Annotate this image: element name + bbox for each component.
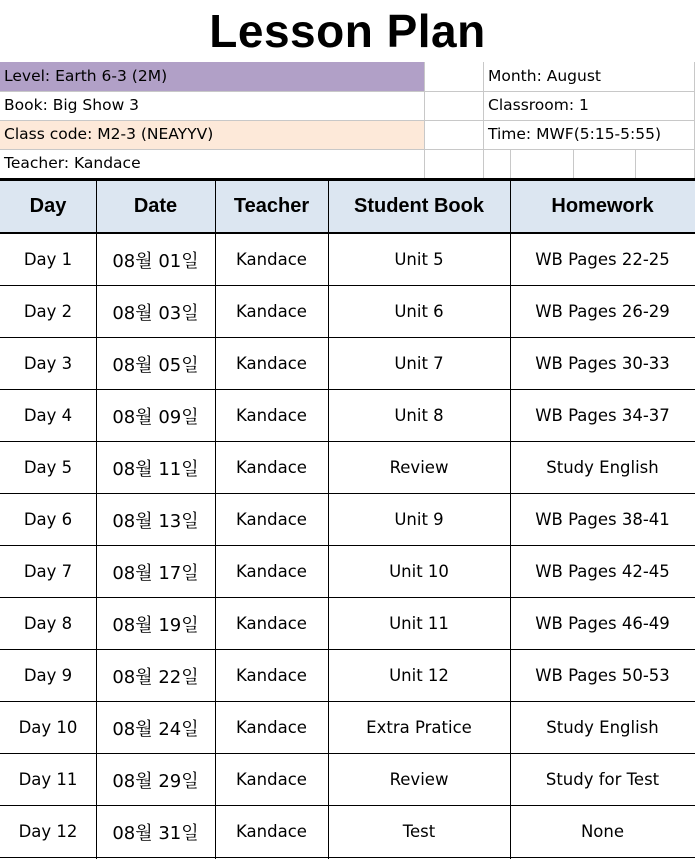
column-divider bbox=[510, 178, 511, 859]
page-title: Lesson Plan bbox=[209, 5, 486, 57]
date-cell[interactable]: 08월 19일 bbox=[112, 614, 199, 636]
row-divider bbox=[0, 120, 695, 121]
lesson-table bbox=[0, 178, 695, 859]
table-row bbox=[0, 546, 695, 598]
table-row bbox=[0, 754, 695, 806]
day-cell[interactable]: Day 3 bbox=[23, 354, 73, 373]
day-cell[interactable]: Day 5 bbox=[23, 458, 73, 477]
info-row-teacher bbox=[0, 149, 695, 178]
day-cell[interactable]: Day 9 bbox=[23, 666, 73, 685]
homework-cell[interactable]: WB Pages 30-33 bbox=[535, 354, 670, 373]
month-cell[interactable]: Month: August bbox=[484, 62, 695, 91]
student-book-cell[interactable]: Unit 5 bbox=[394, 250, 444, 269]
header-day[interactable]: Day bbox=[29, 195, 67, 217]
student-book-cell[interactable]: Extra Pratice bbox=[366, 718, 472, 737]
empty-cell[interactable] bbox=[425, 149, 484, 178]
teacher-name-cell[interactable]: Kandace bbox=[236, 718, 307, 737]
teacher-name-cell[interactable]: Kandace bbox=[236, 822, 307, 841]
header-homework[interactable]: Homework bbox=[551, 195, 654, 217]
date-cell[interactable]: 08월 05일 bbox=[112, 354, 199, 376]
teacher-name-cell[interactable]: Kandace bbox=[236, 458, 307, 477]
table-row bbox=[0, 442, 695, 494]
table-row bbox=[0, 234, 695, 286]
teacher-name-cell[interactable]: Kandace bbox=[236, 250, 307, 269]
teacher-name-cell[interactable]: Kandace bbox=[236, 354, 307, 373]
student-book-cell[interactable]: Unit 11 bbox=[389, 614, 449, 633]
day-cell[interactable]: Day 1 bbox=[23, 250, 73, 269]
table-header bbox=[0, 178, 695, 234]
homework-cell[interactable]: Study English bbox=[546, 458, 659, 477]
day-cell[interactable]: Day 4 bbox=[23, 406, 73, 425]
info-row-book bbox=[0, 91, 695, 120]
column-divider bbox=[215, 178, 216, 859]
day-cell[interactable]: Day 6 bbox=[23, 510, 73, 529]
column-divider bbox=[96, 178, 97, 859]
student-book-cell[interactable]: Review bbox=[389, 458, 449, 477]
empty-cell[interactable] bbox=[425, 91, 484, 120]
time-cell[interactable]: Time: MWF(5:15-5:55) bbox=[484, 120, 695, 149]
teacher-cell[interactable]: Teacher: Kandace bbox=[0, 149, 425, 178]
table-row bbox=[0, 286, 695, 338]
homework-cell[interactable]: Study English bbox=[546, 718, 659, 737]
table-row bbox=[0, 494, 695, 546]
table-row bbox=[0, 338, 695, 390]
student-book-cell[interactable]: Unit 10 bbox=[389, 562, 449, 581]
header-date[interactable]: Date bbox=[133, 195, 178, 217]
date-cell[interactable]: 08월 03일 bbox=[112, 302, 199, 324]
info-row-class-code bbox=[0, 120, 695, 149]
student-book-cell[interactable]: Test bbox=[402, 822, 436, 841]
header-student-book[interactable]: Student Book bbox=[354, 195, 484, 217]
teacher-name-cell[interactable]: Kandace bbox=[236, 666, 307, 685]
day-cell[interactable]: Day 2 bbox=[23, 302, 73, 321]
table-row bbox=[0, 390, 695, 442]
classroom-cell[interactable]: Classroom: 1 bbox=[484, 91, 695, 120]
level-cell[interactable]: Level: Earth 6-3 (2M) bbox=[0, 62, 425, 91]
table-row bbox=[0, 702, 695, 754]
teacher-name-cell[interactable]: Kandace bbox=[236, 406, 307, 425]
date-cell[interactable]: 08월 01일 bbox=[112, 250, 199, 272]
student-book-cell[interactable]: Unit 6 bbox=[394, 302, 444, 321]
book-cell[interactable]: Book: Big Show 3 bbox=[0, 91, 425, 120]
table-row bbox=[0, 806, 695, 858]
teacher-name-cell[interactable]: Kandace bbox=[236, 562, 307, 581]
student-book-cell[interactable]: Unit 12 bbox=[389, 666, 449, 685]
date-cell[interactable]: 08월 24일 bbox=[112, 718, 199, 740]
cell-divider bbox=[510, 149, 511, 178]
empty-cell[interactable] bbox=[425, 62, 484, 91]
homework-cell[interactable]: Study for Test bbox=[545, 770, 660, 789]
row-divider bbox=[0, 149, 695, 150]
cell-divider bbox=[573, 149, 574, 178]
header-teacher[interactable]: Teacher bbox=[233, 195, 310, 217]
day-cell[interactable]: Day 12 bbox=[18, 822, 78, 841]
date-cell[interactable]: 08월 22일 bbox=[112, 666, 199, 688]
homework-cell[interactable]: WB Pages 34-37 bbox=[535, 406, 670, 425]
homework-cell[interactable]: WB Pages 26-29 bbox=[535, 302, 670, 321]
student-book-cell[interactable]: Unit 7 bbox=[394, 354, 444, 373]
column-divider bbox=[328, 178, 329, 859]
info-block bbox=[0, 62, 695, 178]
homework-cell[interactable]: WB Pages 50-53 bbox=[535, 666, 670, 685]
homework-cell[interactable]: WB Pages 22-25 bbox=[535, 250, 670, 269]
homework-cell[interactable]: WB Pages 38-41 bbox=[535, 510, 670, 529]
table-row bbox=[0, 598, 695, 650]
homework-cell[interactable]: None bbox=[580, 822, 625, 841]
date-cell[interactable]: 08월 09일 bbox=[112, 406, 199, 428]
homework-cell[interactable]: WB Pages 46-49 bbox=[535, 614, 670, 633]
day-cell[interactable]: Day 8 bbox=[23, 614, 73, 633]
date-cell[interactable]: 08월 17일 bbox=[112, 562, 199, 584]
teacher-name-cell[interactable]: Kandace bbox=[236, 770, 307, 789]
empty-cell[interactable] bbox=[484, 149, 695, 178]
day-cell[interactable]: Day 10 bbox=[18, 718, 78, 737]
teacher-name-cell[interactable]: Kandace bbox=[236, 614, 307, 633]
row-divider bbox=[0, 91, 695, 92]
date-cell[interactable]: 08월 11일 bbox=[112, 458, 199, 480]
homework-cell[interactable]: WB Pages 42-45 bbox=[535, 562, 670, 581]
day-cell[interactable]: Day 7 bbox=[23, 562, 73, 581]
info-row-level bbox=[0, 62, 695, 91]
class-code-cell[interactable]: Class code: M2-3 (NEAYYV) bbox=[0, 120, 425, 149]
date-cell[interactable]: 08월 31일 bbox=[112, 822, 199, 844]
student-book-cell[interactable]: Unit 8 bbox=[394, 406, 444, 425]
teacher-name-cell[interactable]: Kandace bbox=[236, 302, 307, 321]
student-book-cell[interactable]: Review bbox=[389, 770, 449, 789]
table-row bbox=[0, 650, 695, 702]
teacher-name-cell[interactable]: Kandace bbox=[236, 510, 307, 529]
date-cell[interactable]: 08월 13일 bbox=[112, 510, 199, 532]
day-cell[interactable]: Day 11 bbox=[18, 770, 78, 789]
student-book-cell[interactable]: Unit 9 bbox=[394, 510, 444, 529]
date-cell[interactable]: 08월 29일 bbox=[112, 770, 199, 792]
empty-cell[interactable] bbox=[425, 120, 484, 149]
cell-divider bbox=[635, 149, 636, 178]
